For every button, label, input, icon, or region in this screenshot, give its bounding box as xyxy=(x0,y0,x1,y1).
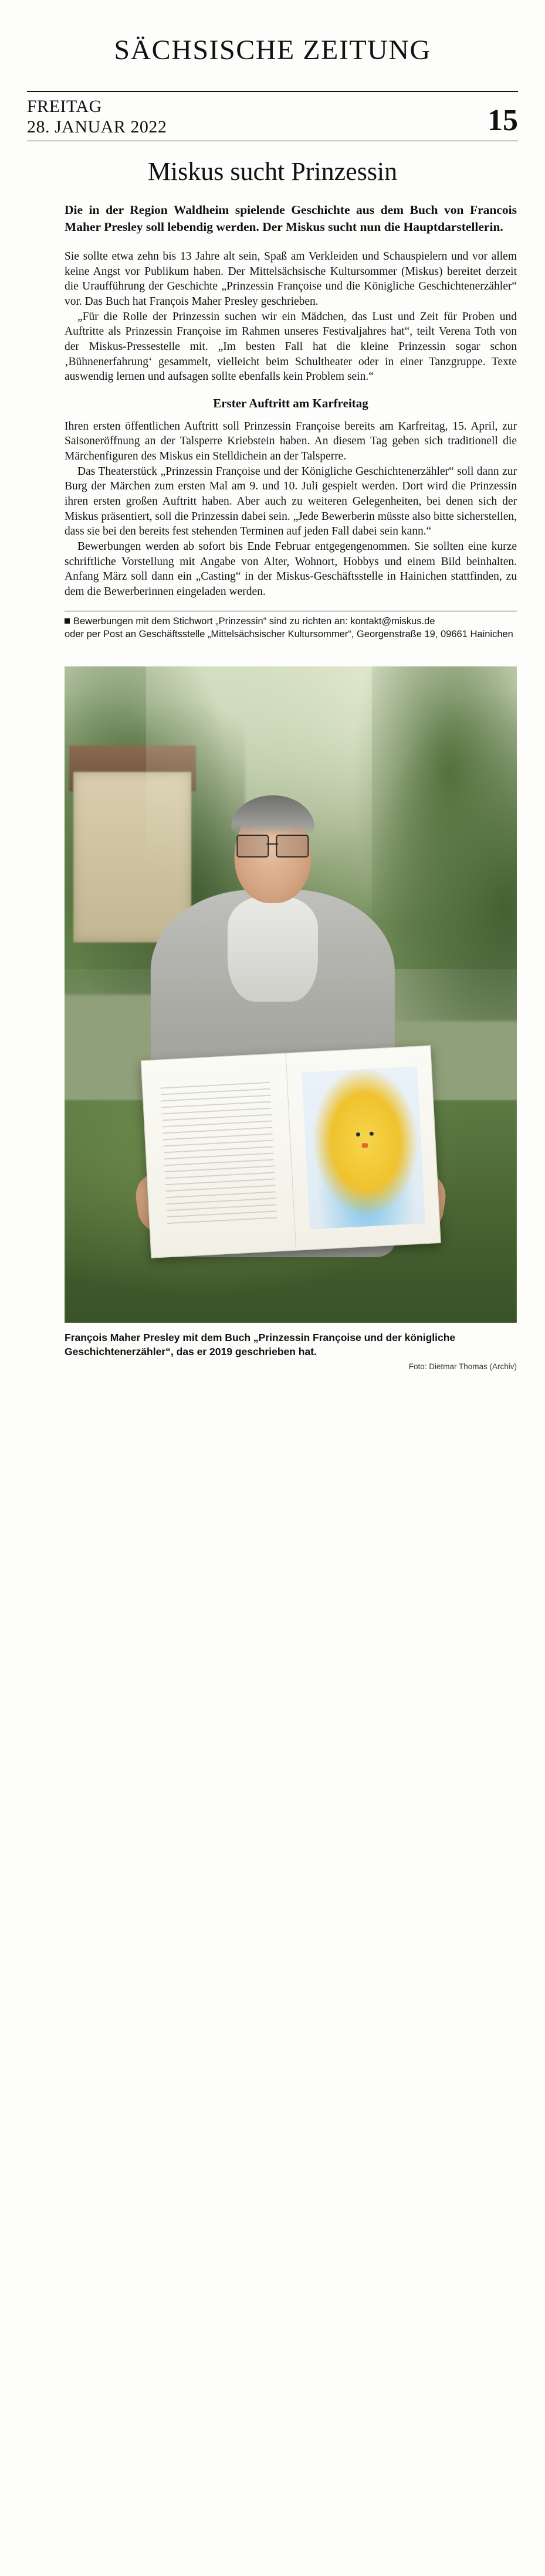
dateline-text xyxy=(27,97,167,137)
article-paragraph: Das Theaterstück „Prinzessin Françoise und der Königliche Geschichtenerzähler“ soll dann zur Burg der Märchen zum ersten Mal am 9. und 10. Juli gespielt werden. Dort wird die Prinzessin ihren ersten großen Auftritt haben. Aber auch zu weiteren Gelegenheiten, bei denen sich der Miskus präsentiert, soll die Prinzessin dabei sein. „Jede Bewerberin müsste also bitte sicherstellen, dass sie bei den bereits fest stehenden Terminen auf jeden Fall dabei sein kann.“ xyxy=(65,465,517,538)
book-page-right xyxy=(286,1046,440,1250)
article-subheading: Erster Auftritt am Karfreitag xyxy=(213,396,368,410)
photo-person-shirt xyxy=(228,896,318,1001)
article-paragraph: Sie sollte etwa zehn bis 13 Jahre alt sein, Spaß am Verkleiden und Schauspielern und vor allem keine Angst vor Publikum haben. Der Mittelsächsische Kultursommer (Miskus) bereitet derzeit die Uraufführung der Geschichte „Prinzessin Françoise und die Königliche Geschichtenerzähler“ vor. Das Buch hat François Maher Presley geschrieben. xyxy=(65,250,517,308)
dateline-day: FREITAG xyxy=(27,97,102,117)
contact-info-block xyxy=(27,611,518,641)
illustration-beak xyxy=(361,1143,368,1148)
photo-credit: Foto: Dietmar Thomas (Archiv) xyxy=(408,1362,517,1372)
article-paragraph: Ihren ersten öffentlichen Auftritt soll Prinzessin Françoise bereits am Karfreitag, 15. April, zur Saisoneröffnung an der Talsperre Kriebstein haben. An diesem Tag geben sich traditionell die Märchenfiguren des Miskus ein Stelldichein an der Talsperre. xyxy=(65,420,517,463)
article-body xyxy=(27,249,518,599)
contact-line-secondary: oder per Post an Geschäftsstelle „Mittelsächsischer Kultursommer“, Georgenstraße 19, 09661 Hainichen xyxy=(65,628,513,639)
article-headline: Miskus sucht Prinzessin xyxy=(147,156,398,186)
glasses-icon xyxy=(236,835,309,855)
book-illustration xyxy=(302,1066,425,1230)
dateline xyxy=(27,92,518,140)
contact-line-primary-text: Bewerbungen mit dem Stichwort „Prinzessin“ sind zu richten an: kontakt@miskus.de xyxy=(73,616,435,627)
glasses-lens-left xyxy=(236,835,269,857)
glasses-lens-right xyxy=(276,835,309,857)
dateline-date: 28. JANUAR 2022 xyxy=(27,117,167,137)
illustration-eye-right xyxy=(369,1132,373,1136)
masthead-title: SÄCHSISCHE ZEITUNG xyxy=(114,35,431,66)
book-page-left xyxy=(141,1053,296,1257)
article-photo xyxy=(65,666,517,1323)
photo-open-book xyxy=(140,1045,441,1258)
photo-caption: François Maher Presley mit dem Buch „Prinzessin Françoise und der königliche Geschichtenerzähler“, das er 2019 geschrieben hat. xyxy=(65,1332,456,1357)
square-bullet-icon xyxy=(65,618,70,624)
article-paragraph: Bewerbungen werden ab sofort bis Ende Februar entgegengenommen. Sie sollten eine kurze schriftliche Vorstellung mit Angabe von Alter, Wohnort, Hobbys und einem Bild beinhalten. Anfang März soll dann ein „Casting“ in der Miskus-Geschäftsstelle in Hainichen stattfinden, zu dem die Bewerberinnen eingeladen werden. xyxy=(65,540,517,598)
page-number: 15 xyxy=(488,103,518,137)
article-paragraph: „Für die Rolle der Prinzessin suchen wir ein Mädchen, das Lust und Zeit für Proben und Auftritte als Prinzessin Françoise im Rahmen unseres Festivaljahres hat“, teilt Verena Toth von der Miskus-Pressestelle mit. „Im besten Fall hat die kleine Prinzessin sogar schon ‚Bühnenerfahrung‘ gesammelt, vielleicht beim Schultheater oder in einer Tanzgruppe. Texte auswendig lernen und aufsagen sollte ebenfalls kein Problem sein.“ xyxy=(65,310,517,383)
illustration-eye-left xyxy=(356,1132,360,1136)
contact-line-primary xyxy=(65,615,517,628)
article-lead: Die in der Region Waldheim spielende Geschichte aus dem Buch von Francois Maher Presley soll lebendig werden. Der Miskus sucht nun die Hauptdarstellerin. xyxy=(65,202,517,234)
article-photo-wrapper xyxy=(27,666,518,1323)
